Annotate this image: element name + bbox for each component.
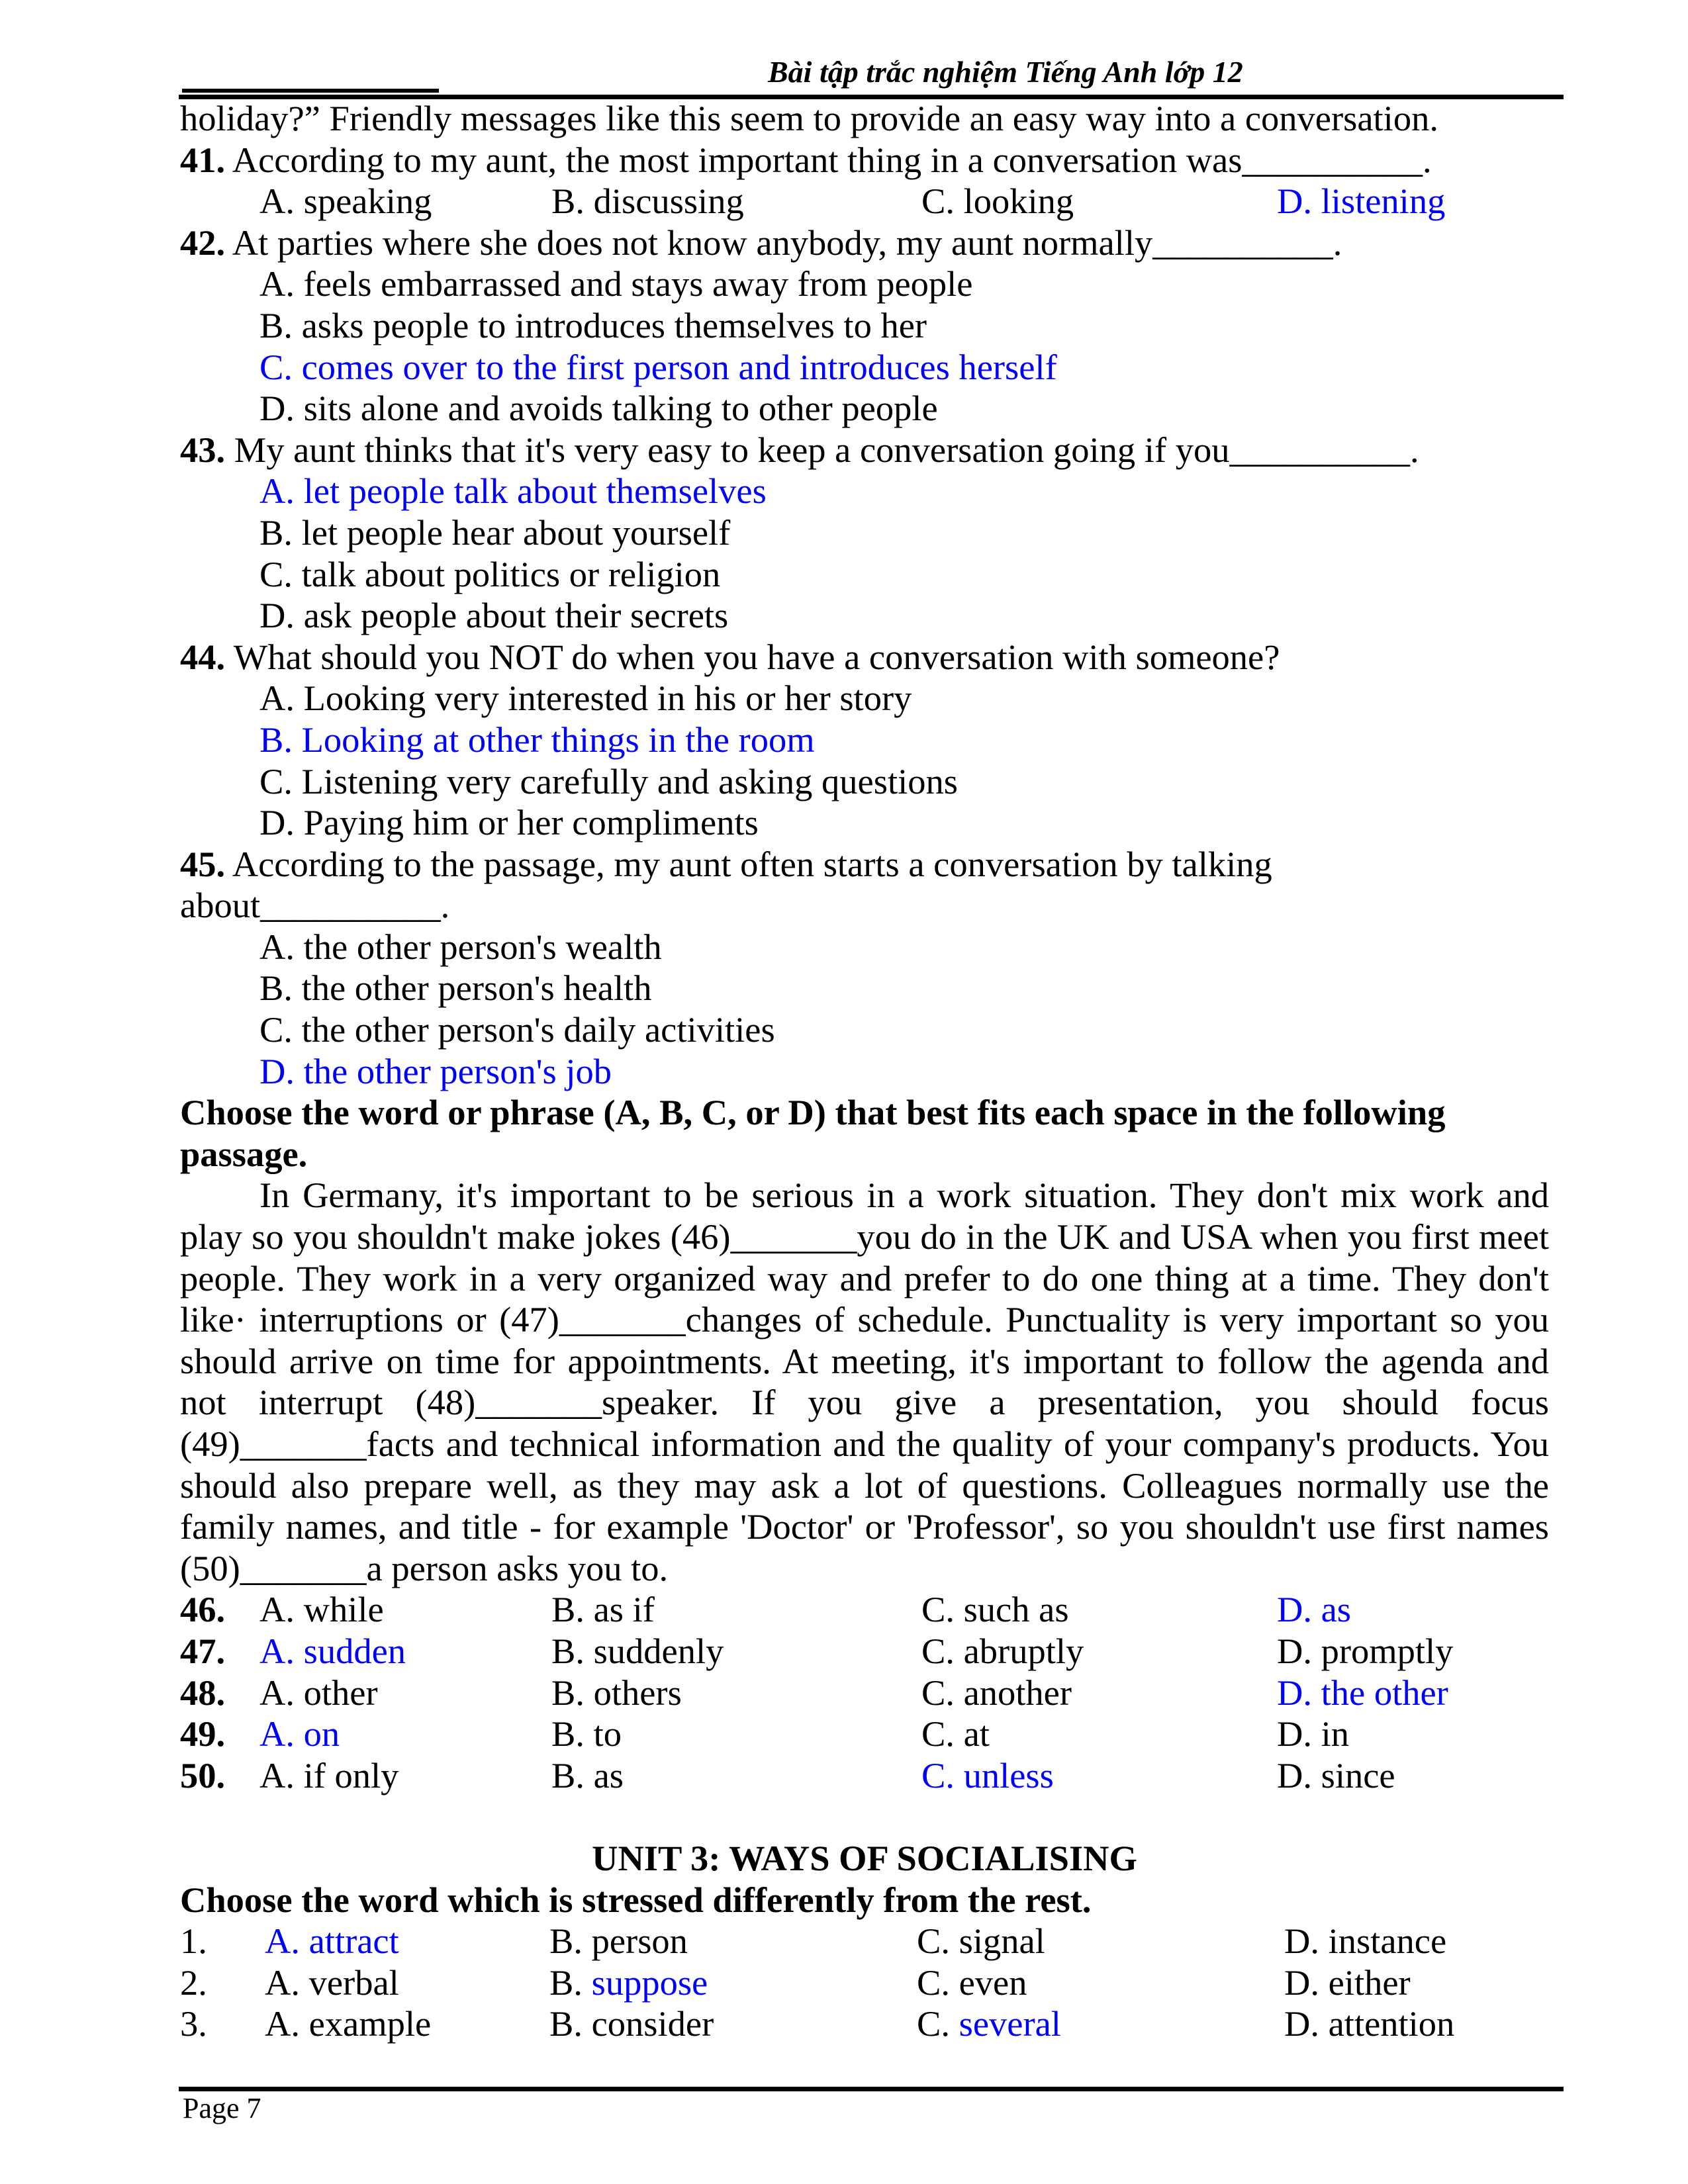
unit-instruction: Choose the word which is stressed differently from the rest. [180, 1879, 1092, 1920]
question-number: 45. [180, 843, 226, 884]
option-a: A. feels embarrassed and stays away from people [259, 263, 973, 304]
intro-line: holiday?” Friendly messages like this seem to provide an easy way into a conversation. [180, 98, 1438, 138]
unit3-question-2 [180, 1962, 1549, 2004]
option-word: consider [591, 2003, 714, 2044]
option-d: D. sits alone and avoids talking to other people [259, 388, 938, 429]
option-b-answer [549, 1962, 708, 2004]
cloze-instruction: Choose the word or phrase (A, B, C, or D) that best fits each space in the following [180, 1092, 1446, 1133]
option-a [265, 2003, 431, 2045]
question-46 [180, 1589, 1549, 1631]
option-c: C. at [921, 1713, 990, 1754]
option-a: A. while [259, 1589, 384, 1630]
question-50 [180, 1755, 1549, 1797]
question-number: 2. [180, 1962, 207, 2003]
option-d: D. Paying him or her compliments [259, 802, 759, 843]
option-c-answer [917, 2003, 1061, 2045]
option-a [265, 1962, 399, 2004]
option-c: C. such as [921, 1589, 1069, 1630]
question-48 [180, 1672, 1549, 1714]
option-b: B. let people hear about yourself [259, 512, 731, 553]
option-a: A. if only [259, 1754, 399, 1796]
passage-line: In Germany, it's important to be serious in a work situation. They don't mix work and [259, 1175, 1549, 1216]
option-c [917, 1962, 1027, 2004]
question-number: 50. [180, 1754, 226, 1796]
option-a-answer [265, 1921, 399, 1962]
option-d-answer: D. listening [1277, 181, 1446, 222]
option-b: B. to [551, 1713, 622, 1754]
option-word: suppose [591, 1962, 708, 2003]
option-letter: C. [917, 2003, 950, 2044]
question-44 [180, 637, 1549, 678]
question-45 [180, 844, 1549, 886]
option-d: D. ask people about their secrets [259, 595, 729, 636]
option-word: example [308, 2003, 432, 2044]
question-number: 3. [180, 2003, 207, 2044]
option-a-answer: A. sudden [259, 1630, 406, 1671]
option-word: attention [1328, 2003, 1455, 2044]
option-b-answer: B. Looking at other things in the room [259, 719, 815, 760]
option-d [1284, 2003, 1454, 2045]
option-d-answer: D. the other [1277, 1672, 1448, 1713]
question-45-continued: about__________. [180, 885, 450, 926]
question-number: 1. [180, 1921, 207, 1962]
option-d: D. promptly [1277, 1630, 1454, 1671]
option-letter: C. [917, 1921, 950, 1962]
option-letter: D. [1284, 1921, 1319, 1962]
question-41 [180, 140, 1549, 181]
question-43 [180, 430, 1549, 471]
question-49 [180, 1713, 1549, 1755]
option-a-answer: A. on [259, 1713, 340, 1754]
option-c: C. looking [921, 181, 1074, 222]
spacer [180, 1796, 1549, 1838]
cloze-instruction-continued: passage. [180, 1133, 308, 1174]
question-number: 47. [180, 1630, 226, 1671]
question-number: 49. [180, 1713, 226, 1754]
question-text: At parties where she does not know anybody, my aunt normally__________. [232, 222, 1342, 263]
question-41-options [180, 181, 1549, 222]
passage-line: people. They work in a very organized way and prefer to do one thing at a time. They don't [180, 1257, 1549, 1298]
passage-line: like· interruptions or (47)_______changes of schedule. Punctuality is very important so you [180, 1299, 1549, 1340]
option-word: instance [1328, 1921, 1447, 1962]
option-b: B. as if [551, 1589, 655, 1630]
option-d [1284, 1962, 1411, 2004]
option-c-answer: C. unless [921, 1754, 1054, 1796]
passage-line: should also prepare well, as they may ask a lot of questions. Colleagues normally use the [180, 1465, 1549, 1506]
option-letter: D. [1284, 2003, 1319, 2044]
passage-line: family names, and title - for example 'Doctor' or 'Professor', so you shouldn't use first names [180, 1506, 1549, 1547]
question-text: My aunt thinks that it's very easy to keep a conversation going if you__________. [234, 429, 1419, 470]
option-letter: B. [549, 1962, 583, 2003]
option-b: B. the other person's health [259, 968, 652, 1009]
question-text: What should you NOT do when you have a conversation with someone? [233, 636, 1280, 677]
question-47 [180, 1631, 1549, 1672]
footer-rule [179, 2087, 1564, 2091]
question-42 [180, 222, 1549, 264]
option-d-answer: D. as [1277, 1589, 1352, 1630]
passage-line: (49)_______facts and technical information and the quality of your company's products. You [180, 1424, 1549, 1464]
option-b [549, 1921, 688, 1962]
option-b: B. discussing [551, 181, 744, 222]
option-a: A. speaking [259, 181, 432, 222]
option-a: A. the other person's wealth [259, 926, 662, 967]
option-d-answer: D. the other person's job [259, 1050, 612, 1091]
question-number: 48. [180, 1672, 226, 1713]
option-d: D. since [1277, 1754, 1395, 1796]
passage-line: not interrupt (48)_______speaker. If you give a presentation, you should focus [180, 1382, 1549, 1423]
option-word: either [1328, 1962, 1411, 2003]
unit3-question-1 [180, 1921, 1549, 1962]
option-word: verbal [308, 1962, 399, 2003]
header-short-rule [182, 89, 439, 93]
question-number: 44. [180, 636, 226, 677]
question-number: 43. [180, 429, 226, 470]
option-letter: B. [549, 1921, 583, 1962]
option-letter: A. [265, 2003, 300, 2044]
option-word: several [959, 2003, 1061, 2044]
option-c: C. Listening very carefully and asking questions [259, 760, 958, 801]
option-c: C. talk about politics or religion [259, 553, 721, 594]
option-letter: D. [1284, 1962, 1319, 2003]
option-d [1284, 1921, 1446, 1962]
option-c [917, 1921, 1045, 1962]
option-b: B. as [551, 1754, 624, 1796]
option-c: C. the other person's daily activities [259, 1009, 775, 1050]
passage-line: (50)_______a person asks you to. [180, 1547, 669, 1588]
option-d: D. in [1277, 1713, 1349, 1754]
header-title: Bài tập trắc nghiệm Tiếng Anh lớp 12 [768, 55, 1243, 89]
option-letter: C. [917, 1962, 950, 2003]
option-b: B. suddenly [551, 1630, 724, 1671]
question-text: According to the passage, my aunt often starts a conversation by talking [232, 843, 1272, 884]
passage-line: play so you shouldn't make jokes (46)_______you do in the UK and USA when you first meet [180, 1216, 1549, 1257]
option-letter: A. [265, 1962, 300, 2003]
unit-title: UNIT 3: WAYS OF SOCIALISING [592, 1837, 1137, 1878]
question-number: 41. [180, 139, 226, 180]
page-content [180, 98, 1549, 2045]
option-letter: A. [265, 1921, 300, 1962]
option-word: even [959, 1962, 1027, 2003]
unit3-question-3 [180, 2003, 1549, 2045]
option-c: C. abruptly [921, 1630, 1084, 1671]
passage-line: should arrive on time for appointments. At meeting, it's important to follow the agenda and [180, 1340, 1549, 1381]
option-a: A. Looking very interested in his or her story [259, 678, 912, 719]
question-number: 46. [180, 1589, 226, 1630]
option-word: attract [308, 1921, 399, 1962]
page-number: Page 7 [183, 2092, 261, 2124]
option-a-answer: A. let people talk about themselves [259, 471, 767, 512]
option-b [549, 2003, 714, 2045]
option-b: B. others [551, 1672, 682, 1713]
question-text: According to my aunt, the most important thing in a conversation was__________. [232, 139, 1432, 180]
option-c: C. another [921, 1672, 1072, 1713]
option-word: person [591, 1921, 688, 1962]
option-word: signal [959, 1921, 1045, 1962]
question-number: 42. [180, 222, 226, 263]
option-letter: B. [549, 2003, 583, 2044]
option-a: A. other [259, 1672, 378, 1713]
option-c-answer: C. comes over to the first person and introduces herself [259, 346, 1057, 387]
option-b: B. asks people to introduces themselves to her [259, 304, 927, 345]
